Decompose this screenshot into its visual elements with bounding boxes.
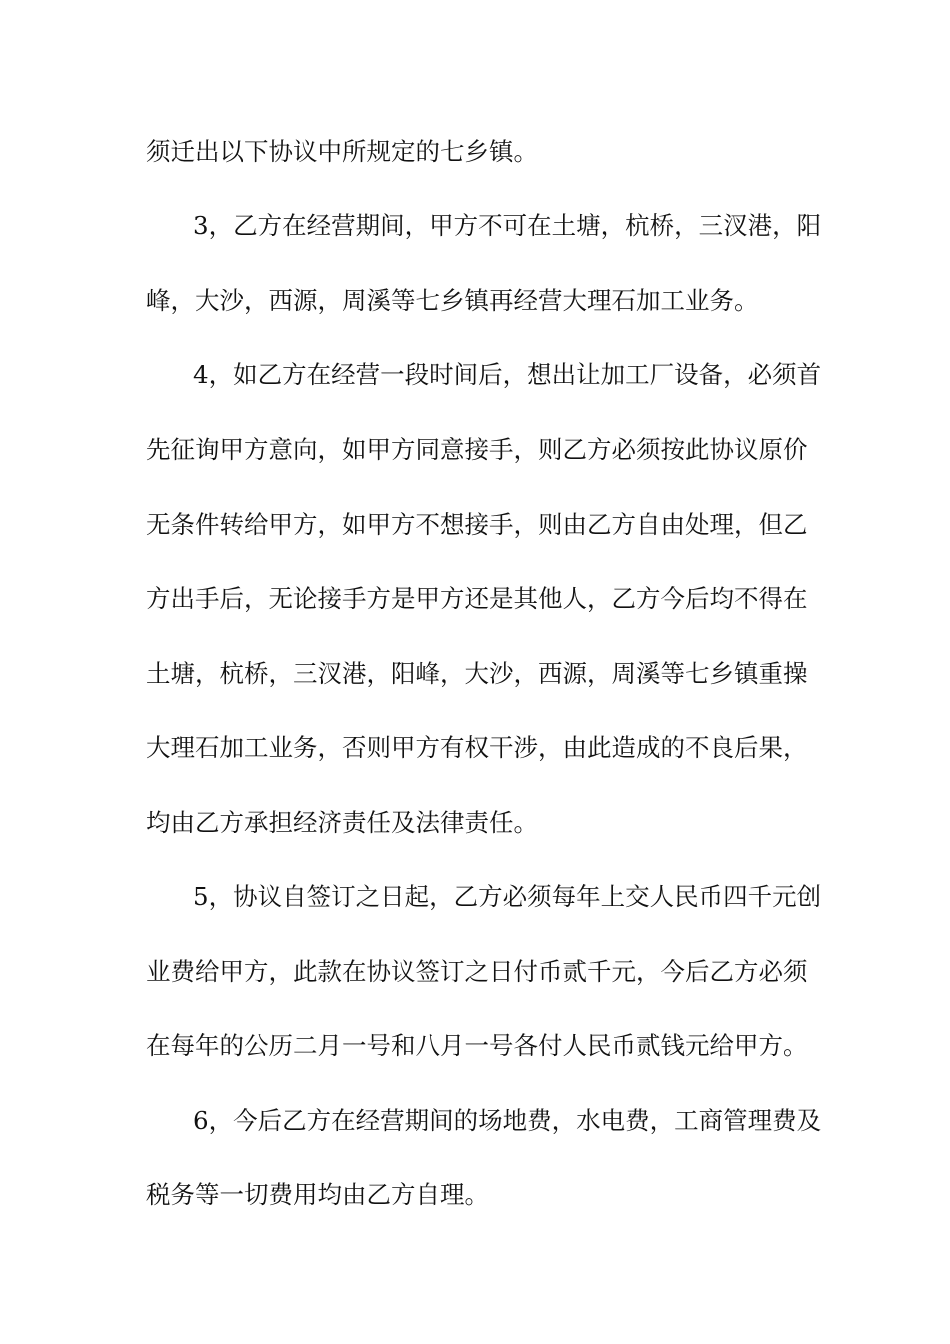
text-line: 无条件转给甲方，如甲方不想接手，则由乙方自由处理，但乙 bbox=[146, 510, 808, 539]
text-line: 峰，大沙，西源，周溪等七乡镇再经营大理石加工业务。 bbox=[146, 286, 759, 315]
text-line: 税务等一切费用均由乙方自理。 bbox=[146, 1180, 489, 1209]
text-line: 业费给甲方，此款在协议签订之日付币贰千元，今后乙方必须 bbox=[146, 957, 808, 986]
text-line: 3，乙方在经营期间，甲方不可在土塘，杭桥，三汊港，阳 bbox=[193, 211, 822, 240]
text-line: 均由乙方承担经济责任及法律责任。 bbox=[146, 808, 538, 837]
text-line: 6，今后乙方在经营期间的场地费，水电费，工商管理费及 bbox=[193, 1106, 822, 1135]
text-line: 大理石加工业务，否则甲方有权干涉，由此造成的不良后果， bbox=[146, 733, 808, 762]
text-line: 在每年的公历二月一号和八月一号各付人民币贰钱元给甲方。 bbox=[146, 1031, 808, 1060]
text-line: 4，如乙方在经营一段时间后，想出让加工厂设备，必须首 bbox=[193, 360, 822, 389]
text-line: 须迁出以下协议中所规定的七乡镇。 bbox=[146, 137, 538, 166]
text-line: 5，协议自签订之日起，乙方必须每年上交人民币四千元创 bbox=[193, 882, 822, 911]
text-line: 方出手后，无论接手方是甲方还是其他人，乙方今后均不得在 bbox=[146, 584, 808, 613]
text-line: 土塘，杭桥，三汊港，阳峰，大沙，西源，周溪等七乡镇重操 bbox=[146, 659, 808, 688]
text-line: 先征询甲方意向，如甲方同意接手，则乙方必须按此协议原价 bbox=[146, 435, 808, 464]
